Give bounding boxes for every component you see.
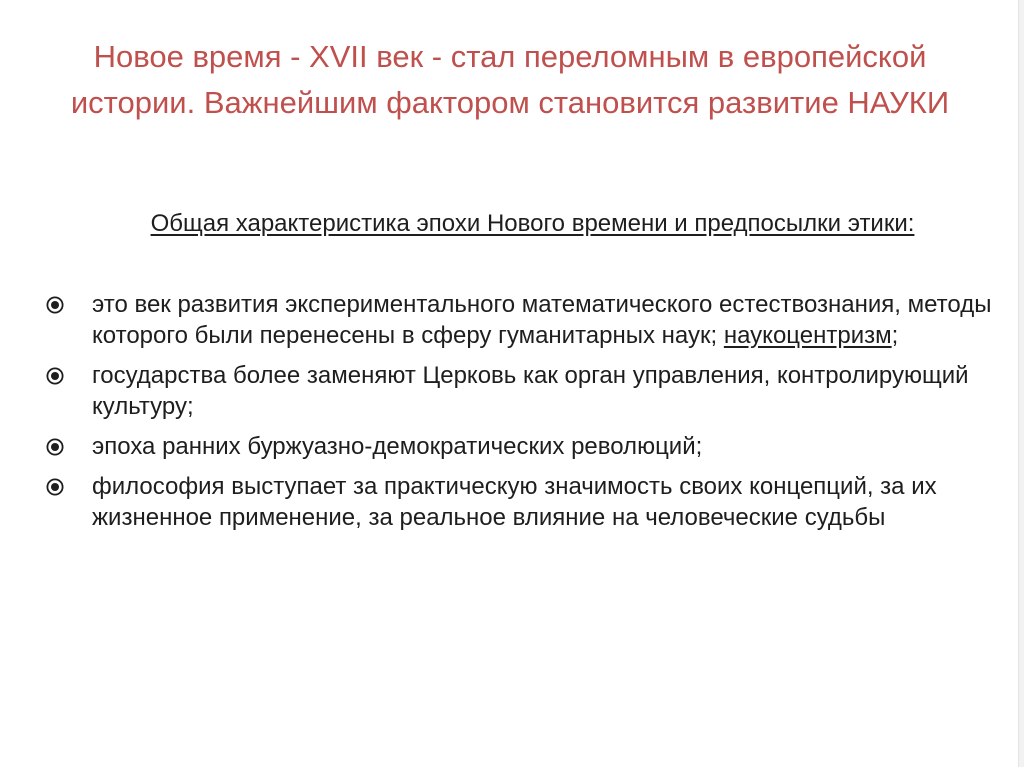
bullet-text: государства более заменяют Церковь как орган управления, контролирующий культуру;	[92, 362, 969, 420]
bullet-item	[44, 360, 994, 422]
bullet-text: эпоха ранних буржуазно-демократических революций;	[92, 433, 703, 460]
bullet-text-tail: ;	[891, 322, 899, 349]
circled-dot-bullet-icon	[46, 367, 64, 385]
bullet-item	[44, 289, 994, 351]
bullet-item	[44, 431, 994, 462]
slide-title: Новое время - XVII век - стал переломным в европейской истории. Важнейшим фактором становится развитие НАУКИ	[70, 39, 950, 120]
bullet-text: это век развития экспериментального математического естествознания, методы которого были перенесены в сферу гуманитарных наук;	[92, 291, 992, 349]
circled-dot-bullet-icon	[46, 478, 64, 496]
slide-subtitle: Общая характеристика эпохи Нового времени и предпосылки этики:	[150, 210, 915, 237]
circled-dot-bullet-icon	[46, 438, 64, 456]
bullet-text: философия выступает за практическую значимость своих концепций, за их жизненное применение, за реальное влияние на человеческие судьбы	[92, 473, 937, 531]
bullet-item	[44, 471, 994, 533]
bullet-list	[44, 289, 994, 542]
bullet-underlined-term: наукоцентризм	[723, 322, 892, 349]
circled-dot-bullet-icon	[46, 296, 64, 314]
